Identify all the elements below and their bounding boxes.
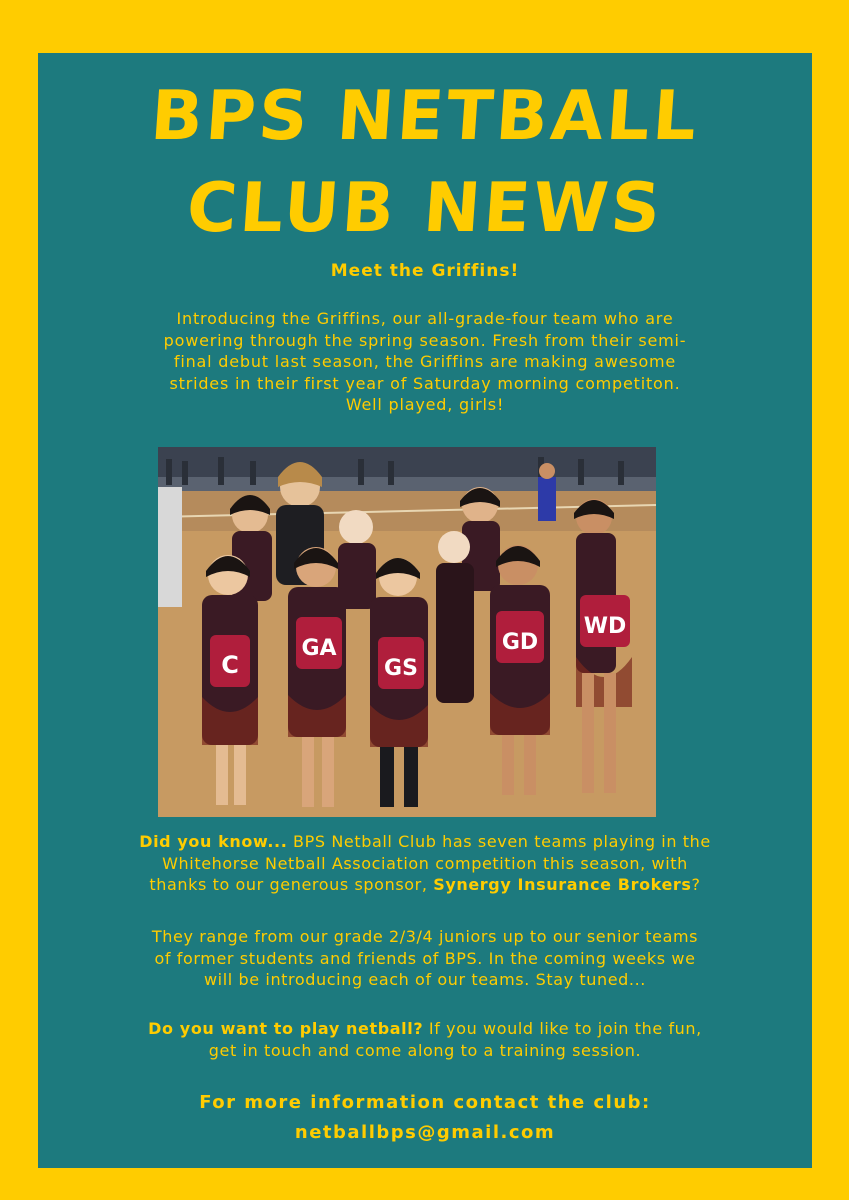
team-photo-illustration	[158, 447, 656, 817]
did-you-know-line-2: Whitehorse Netball Association competition this season, with	[162, 853, 688, 873]
teams-line: will be introducing each of our teams. Stay tuned...	[204, 970, 646, 989]
did-you-know-text: thanks to our generous sponsor,	[149, 875, 434, 894]
did-you-know-text: ?	[691, 875, 701, 894]
teams-line: They range from our grade 2/3/4 juniors up to our senior teams	[151, 927, 699, 946]
did-you-know-lead: Did you know...	[139, 832, 288, 851]
section-heading: Meet the Griffins!	[330, 261, 520, 281]
title-line-1: BPS NETBALL	[148, 77, 702, 156]
title-line-2: CLUB NEWS	[184, 169, 666, 248]
join-lead: Do you want to play netball?	[148, 1019, 424, 1038]
svg-text:WD: WD	[583, 614, 627, 639]
did-you-know-text: BPS Netball Club has seven teams playing in the	[287, 832, 711, 851]
team-photo	[158, 447, 656, 817]
intro-line: final debut last season, the Griffins are making awesome	[173, 352, 677, 371]
svg-text:GS: GS	[384, 656, 418, 681]
teams-paragraph	[52, 926, 798, 991]
did-you-know-paragraph	[52, 831, 798, 896]
sponsor-name: Synergy Insurance Brokers	[433, 875, 692, 894]
intro-paragraph	[58, 308, 792, 416]
join-line-1	[52, 1018, 798, 1040]
did-you-know-line-3	[52, 874, 798, 896]
svg-text:C: C	[221, 651, 239, 679]
join-line-2: get in touch and come along to a training session.	[208, 1040, 642, 1060]
teams-line: of former students and friends of BPS. In the coming weeks we	[154, 948, 696, 968]
intro-line: strides in their first year of Saturday morning competiton.	[169, 373, 681, 393]
join-text: If you would like to join the fun,	[423, 1019, 702, 1038]
contact-email[interactable]: netballbps@gmail.com	[294, 1122, 556, 1143]
intro-line: Well played, girls!	[345, 395, 505, 414]
contact-block	[38, 1088, 812, 1148]
contact-heading: For more information contact the club:	[199, 1092, 651, 1113]
intro-line: Introducing the Griffins, our all-grade-four team who are	[176, 309, 674, 328]
svg-text:GD: GD	[501, 630, 539, 655]
newsletter-panel	[38, 53, 812, 1168]
intro-line: powering through the spring season. Fresh from their semi-	[163, 330, 687, 350]
join-paragraph	[52, 1018, 798, 1061]
did-you-know-line-1	[52, 831, 798, 853]
svg-text:GA: GA	[301, 636, 337, 661]
